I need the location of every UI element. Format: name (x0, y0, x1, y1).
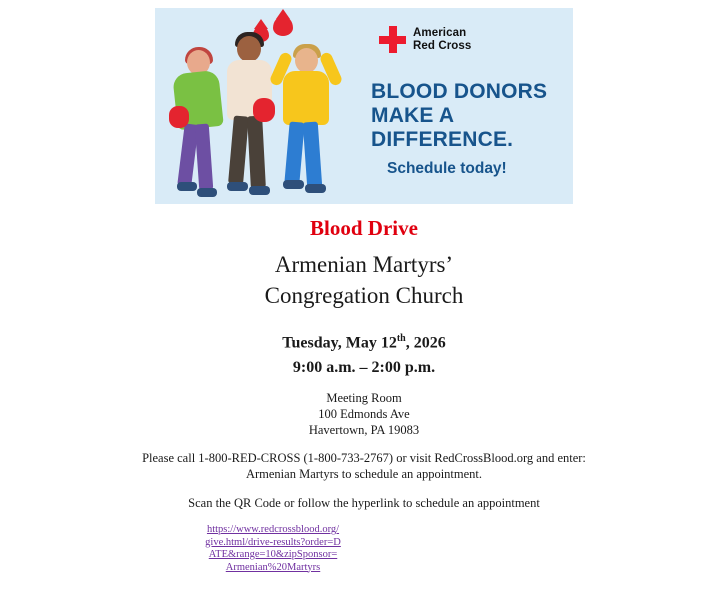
organization-name-line-1: Armenian Martyrs’ (274, 252, 454, 277)
american-red-cross-logo (379, 26, 471, 53)
organization-name-line-2: Congregation Church (264, 283, 464, 308)
address-line-1: Meeting Room (326, 391, 402, 405)
banner-headline-line-2: MAKE A DIFFERENCE. (371, 104, 514, 151)
address-line-2: 100 Edmonds Ave (318, 407, 410, 421)
logo-line-1: American (413, 27, 467, 39)
event-title: Blood Drive (310, 216, 418, 240)
scan-instructions: Scan the QR Code or follow the hyperlink to schedule an appointment (188, 496, 540, 510)
event-datetime (0, 326, 728, 380)
appointment-instructions-line-1: Please call 1-800-RED-CROSS (1-800-733-2767) or visit RedCrossBlood.org and enter: (142, 451, 586, 465)
blood-bag-icon (169, 106, 189, 128)
address-line-3: Havertown, PA 19083 (308, 423, 420, 437)
banner-headline-line-1: BLOOD DONORS (371, 80, 548, 103)
event-date: Tuesday, May 12 (282, 334, 397, 352)
schedule-appointment-link[interactable]: https://www.redcrossblood.org/give.html/drive-results?order=DATE&range=10&zipSponsor=Armenian%20Martyrs (205, 524, 341, 573)
organization-name (0, 249, 728, 311)
event-address (0, 390, 728, 438)
blood-bag-icon (253, 98, 275, 122)
qr-code-grid (405, 519, 487, 599)
event-year: , 2026 (405, 334, 446, 352)
banner-text-area (355, 8, 573, 204)
banner-subline: Schedule today! (387, 160, 507, 177)
logo-line-2: Red Cross (413, 39, 472, 52)
appointment-instructions-line-2: Armenian Martyrs to schedule an appointment. (245, 467, 483, 481)
banner-headline (371, 80, 569, 152)
event-time: 9:00 a.m. – 2:00 p.m. (292, 359, 436, 377)
american-red-cross-wordmark (413, 27, 471, 52)
red-cross-banner (155, 8, 573, 204)
qr-code[interactable] (405, 519, 487, 599)
date-ordinal-suffix: th (396, 333, 406, 344)
red-cross-icon (379, 26, 406, 53)
donor-figure-3 (273, 40, 343, 198)
banner-illustration (155, 8, 355, 204)
blood-drop-icon (273, 16, 293, 36)
appointment-instructions (0, 450, 728, 482)
